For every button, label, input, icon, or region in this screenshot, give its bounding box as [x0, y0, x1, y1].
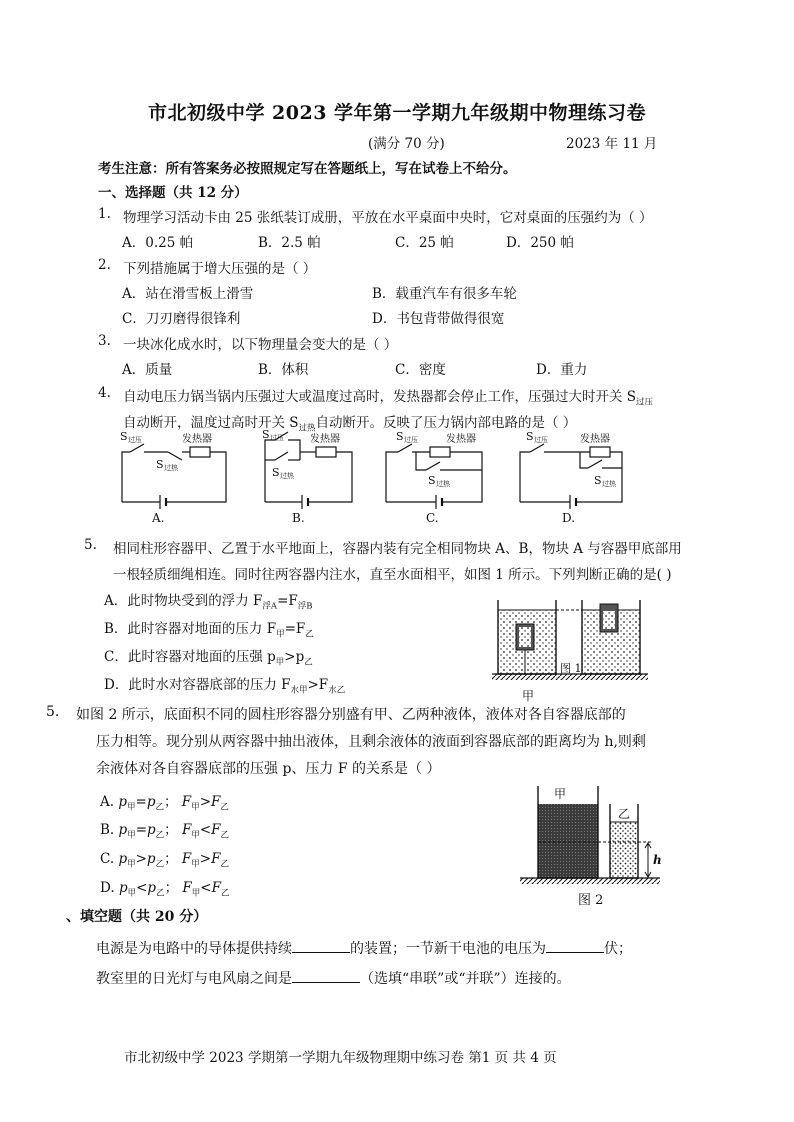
circuit-d-label: D. — [562, 511, 576, 525]
section2-heading: 、填空题（共 20 分） — [66, 909, 208, 925]
q4-stem-line1-sub: 过压 — [636, 397, 654, 408]
q3-number: 3. — [98, 333, 111, 349]
q5-option-d-pre: D．此时水对容器底部的压力 F — [104, 677, 291, 693]
fill-line1 — [96, 938, 632, 958]
q5-option-b-sub1: 甲 — [276, 629, 285, 640]
q5-option-c-mid: >p — [284, 649, 305, 665]
q2-option-b: B．载重汽车有很多车轮 — [372, 286, 517, 302]
liquid-jia — [538, 804, 598, 878]
figure2-label: 图 2 — [578, 893, 604, 908]
full-score: (满分 70 分) — [368, 136, 445, 152]
circuit-b-s1-sub: 过压 — [270, 434, 284, 442]
blank-3[interactable] — [292, 968, 360, 983]
blank-1[interactable] — [292, 938, 350, 953]
circuit-d-s2-sub: 过热 — [602, 480, 616, 488]
circuit-c-s1-sub: 过压 — [404, 436, 418, 444]
q6-b-p-rel: = — [135, 822, 147, 838]
q6-option-c: C. $p_甲>p_乙$； $F_甲>F_乙$ — [100, 851, 229, 870]
page-title: 市北初级中学 2023 学年第一学期九年级期中物理练习卷 — [147, 102, 647, 124]
fill-line1-c: 伏； — [604, 941, 632, 957]
q4-stem-line2-sub: 过热 — [298, 423, 316, 434]
q5-stem-line2: 一根轻质细绳相连。同时往两容器内注水，直至水面相平，如图 1 所示。下列判断正确的是( ) — [113, 567, 672, 583]
circuit-a — [122, 444, 226, 509]
q6-option-b: B. $p_甲=p_乙$； $F_甲<F_乙$ — [100, 822, 230, 841]
q6-stem-line3: 余液体对各自容器底部的压强 p、压力 F 的关系是（ ） — [96, 761, 441, 777]
q3-option-c: C．密度 — [395, 362, 446, 378]
q1-option-a: A．0.25 帕 — [122, 235, 194, 251]
q5-option-c — [104, 645, 313, 668]
q1-stem: 物理学习活动卡由 25 张纸装订成册，平放在水平桌面中央时，它对桌面的压强约为（ ） — [123, 210, 653, 226]
circuit-b-s2-label: S — [272, 466, 280, 479]
blank-2[interactable] — [546, 938, 604, 953]
q6-d-f-rel: < — [200, 880, 212, 896]
q6-c-f-rel: > — [199, 851, 212, 867]
figure2-label-h: h — [653, 853, 662, 867]
q4-stem-line1-text: 自动电压力锅当锅内压强过大或温度过高时，发热器都会停止工作，压强过大时开关 S — [123, 389, 637, 405]
circuit-c-s2-label: S — [428, 474, 436, 487]
liquid-yi — [610, 822, 638, 878]
q6-d-p-rel: < — [136, 880, 148, 896]
page-footer: 市北初级中学 2023 学期第一学期九年级物理期中练习卷 第1 页 共 4 页 — [124, 1050, 557, 1066]
q5-option-c-sub2: 乙 — [304, 657, 313, 668]
q4-stem-line2-b: 自动断开。反映了压力锅内部电路的是（ ） — [315, 415, 577, 431]
q5-option-a-sub1: 浮A — [262, 601, 278, 612]
q6-c-sub-yi1: 乙 — [155, 859, 165, 870]
circuit-c-heater-label: 发热器 — [446, 434, 476, 445]
q1-option-c: C．25 帕 — [395, 235, 454, 251]
circuit-b-s1-label: S — [262, 430, 270, 441]
notice: 考生注意：所有答案务必按照规定写在答题纸上，写在试卷上不给分。 — [98, 161, 517, 177]
circuit-a-s1-label: S — [120, 430, 128, 443]
exam-date: 2023 年 11 月 — [566, 136, 658, 152]
q2-option-a: A．站在滑雪板上滑雪 — [122, 286, 254, 302]
fill-line1-b: 的装置；一节新干电池的电压为 — [350, 941, 546, 957]
figure1-container-label: 甲 — [522, 689, 535, 703]
q6-d-sub-yi2: 乙 — [220, 888, 230, 899]
q6-a-p-rel: = — [135, 794, 147, 810]
q1-option-d: D．250 帕 — [506, 235, 574, 251]
fill-line2-b: （选填“串联”或“并联”）连接的。 — [360, 971, 571, 987]
q6-c-sub-yi2: 乙 — [220, 859, 229, 870]
q3-option-a: A．质量 — [122, 362, 173, 378]
q2-number: 2. — [98, 257, 111, 273]
circuit-a-s1-sub: 过压 — [128, 436, 142, 444]
figure2-label-yi: 乙 — [618, 807, 631, 821]
section1-heading: 一、选择题（共 12 分） — [98, 185, 248, 201]
figure2-label-jia: 甲 — [554, 787, 567, 801]
q6-b-sub-jia2: 甲 — [191, 830, 200, 841]
circuit-c-s1-label: S — [396, 430, 404, 443]
circuit-d — [520, 444, 622, 509]
q4-circuits-figure — [110, 430, 630, 526]
q6-d-sub-jia2: 甲 — [191, 888, 201, 899]
fill-line2-a: 教室里的日光灯与电风扇之间是 — [96, 971, 292, 987]
q1-option-b: B．2.5 帕 — [258, 235, 321, 251]
ground — [520, 878, 660, 884]
q5-stem-line1: 相同柱形容器甲、乙置于水平地面上，容器内装有完全相同物块 A、B，物块 A 与容器甲底部用 — [113, 541, 682, 557]
circuit-a-heater-label: 发热器 — [182, 434, 212, 445]
q6-number: 5. — [46, 704, 60, 720]
q6-b-sub-jia1: 甲 — [127, 830, 136, 841]
q5-option-a-sub2: 浮B — [297, 601, 313, 612]
fill-line2 — [96, 968, 571, 988]
q2-stem: 下列措施属于增大压强的是（ ） — [123, 261, 317, 277]
circuit-a-label: A. — [152, 511, 165, 525]
circuit-b-label: B. — [292, 511, 305, 525]
circuit-d-heater-label: 发热器 — [580, 434, 610, 445]
q5-option-d — [104, 673, 345, 696]
q6-d-sub-jia1: 甲 — [127, 888, 137, 899]
q5-option-d-mid: >F — [307, 677, 329, 693]
q3-stem: 一块冰化成水时，以下物理量会变大的是（ ） — [123, 337, 398, 353]
q6-option-a-letter: A. — [100, 794, 115, 810]
circuit-b-heater-label: 发热器 — [310, 434, 340, 445]
q5-option-d-sub1: 水甲 — [290, 685, 308, 696]
q3-option-d: D．重力 — [536, 362, 588, 378]
q6-a-f-rel: > — [199, 794, 211, 810]
q5-option-a — [104, 589, 313, 612]
circuit-b-s2-sub: 过热 — [280, 472, 294, 480]
circuit-a-s2-sub: 过热 — [164, 464, 178, 472]
q5-figure1 — [490, 596, 650, 706]
q5-option-a-pre: A．此时物块受到的浮力 F — [104, 593, 263, 609]
q4-stem-line1 — [123, 385, 653, 408]
q6-figure2 — [514, 782, 674, 908]
q6-c-sub-jia1: 甲 — [127, 859, 136, 870]
q6-b-sub-yi2: 乙 — [220, 830, 230, 841]
q5-option-a-mid: =F — [277, 593, 298, 609]
circuit-d-s2-label: S — [594, 474, 602, 487]
q6-a-sub-yi2: 乙 — [220, 802, 229, 813]
q6-option-b-letter: B. — [100, 822, 115, 838]
circuit-c-s2-sub: 过热 — [436, 480, 450, 488]
q4-number: 4. — [98, 385, 111, 401]
q5-option-c-sub1: 甲 — [275, 657, 285, 668]
q5-option-b — [104, 617, 314, 640]
q5-option-b-pre: B．此时容器对地面的压力 F — [104, 621, 277, 637]
q6-stem-line2: 压力相等。现分别从两容器中抽出液体，且剩余液体的液面到容器底部的距离均为 h,则剩 — [96, 734, 646, 750]
q5-option-d-sub2: 水乙 — [328, 685, 346, 696]
q6-b-f-rel: < — [199, 822, 212, 838]
q6-option-a: A. $p_甲=p_乙$； $F_甲>F_乙$ — [100, 794, 229, 813]
q6-stem-line1: 如图 2 所示，底面积不同的圆柱形容器分别盛有甲、乙两种液体，液体对各自容器底部的 — [76, 707, 626, 723]
circuit-c-label: C. — [426, 511, 439, 525]
q2-option-c: C．刀刃磨得很锋利 — [122, 311, 241, 327]
q6-a-sub-jia1: 甲 — [127, 802, 136, 813]
q5-option-b-sub2: 乙 — [305, 629, 314, 640]
q6-option-d: D. $p_甲<p_乙$； $F_甲<F_乙$ — [100, 880, 230, 899]
q5-option-c-pre: C．此时容器对地面的压强 p — [104, 649, 276, 665]
circuit-d-s1-label: S — [526, 430, 534, 443]
q4-stem-line2-a: 自动断开，温度过高时开关 S — [123, 415, 299, 431]
q6-option-d-letter: D. — [100, 880, 115, 896]
q2-option-d: D．书包背带做得很宽 — [372, 311, 505, 327]
circuit-a-s2-label: S — [156, 458, 164, 471]
q5-option-b-mid: =F — [284, 621, 306, 637]
q6-d-sub-yi1: 乙 — [156, 888, 165, 899]
q6-c-sub-jia2: 甲 — [191, 859, 200, 870]
q6-option-c-letter: C. — [100, 851, 115, 867]
q6-c-p-rel: > — [135, 851, 147, 867]
figure1-label: 图 1 — [560, 662, 582, 675]
circuit-d-s1-sub: 过压 — [534, 436, 548, 444]
q6-a-sub-yi1: 乙 — [155, 802, 164, 813]
q1-number: 1. — [98, 206, 111, 222]
q5-number: 5. — [84, 537, 97, 553]
q6-a-sub-jia2: 甲 — [191, 802, 200, 813]
q6-b-sub-yi1: 乙 — [155, 830, 165, 841]
fill-line1-a: 电源是为电路中的导体提供持续 — [96, 941, 292, 957]
q3-option-b: B．体积 — [258, 362, 309, 378]
